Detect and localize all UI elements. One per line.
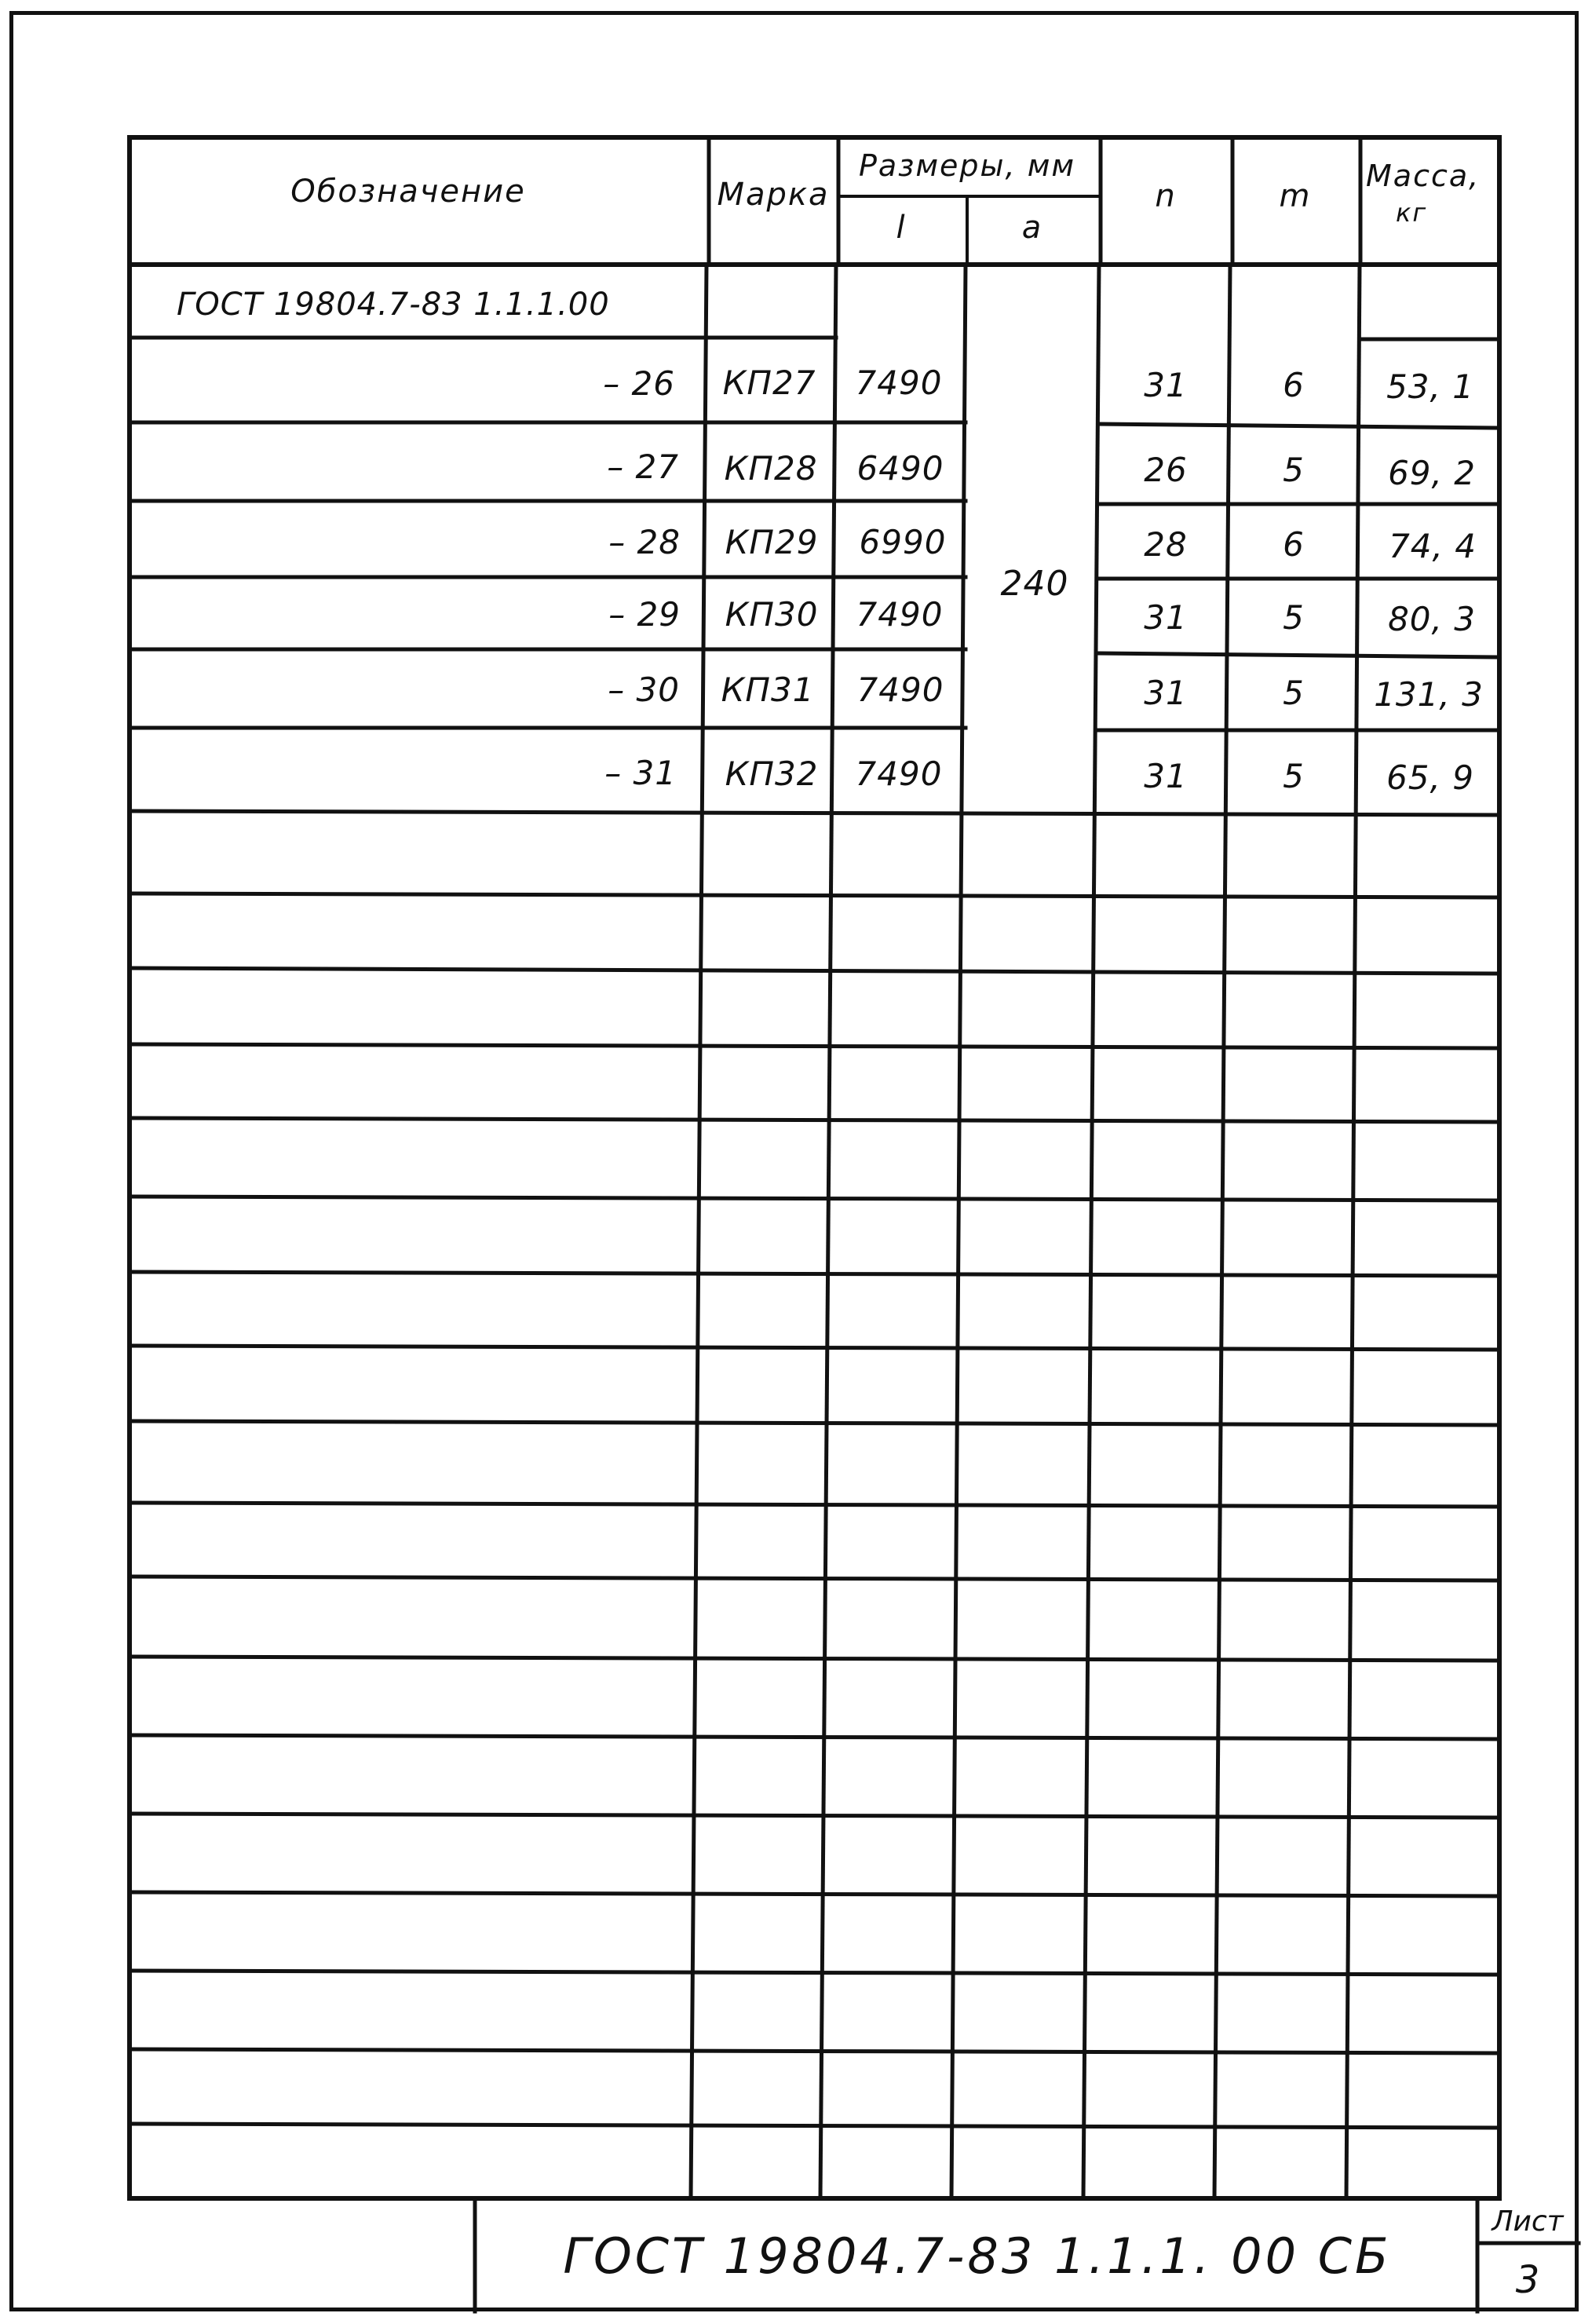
row-m: 5 — [1283, 598, 1305, 637]
header-n: n — [1155, 178, 1177, 214]
row-mark: КП31 — [721, 671, 815, 709]
row-mass: 80, 3 — [1388, 600, 1476, 638]
base-designation: ГОСТ 19804.7-83 1.1.1.00 — [177, 287, 610, 323]
header-mass-unit: кг — [1396, 198, 1428, 228]
row-designation: – 27 — [607, 448, 679, 486]
row-l: 6990 — [859, 523, 947, 561]
row-l: 7490 — [856, 595, 944, 634]
shared-a-value: 240 — [1000, 564, 1069, 604]
header-dimensions: Размеры, мм — [858, 148, 1076, 183]
row-mark: КП29 — [725, 523, 819, 561]
header-m: m — [1279, 178, 1312, 214]
row-l: 7490 — [856, 671, 944, 709]
row-n: 31 — [1144, 366, 1188, 404]
row-designation: – 29 — [608, 595, 681, 634]
row-m: 6 — [1283, 525, 1305, 564]
sheet-number: 3 — [1515, 2258, 1540, 2302]
row-l: 7490 — [855, 755, 943, 793]
row-mass: 74, 4 — [1389, 527, 1477, 565]
header-a: a — [1021, 210, 1043, 246]
sheet-label: Лист — [1492, 2205, 1564, 2238]
header-mark: Марка — [717, 177, 830, 213]
row-mass: 65, 9 — [1386, 758, 1474, 797]
document-code: ГОСТ 19804.7-83 1.1.1. 00 СБ — [563, 2227, 1392, 2285]
row-n: 31 — [1144, 757, 1188, 795]
row-m: 6 — [1283, 366, 1305, 404]
row-designation: – 26 — [603, 364, 675, 403]
row-mass: 69, 2 — [1388, 454, 1476, 492]
header-mass: Масса, — [1366, 159, 1481, 193]
row-l: 7490 — [855, 364, 943, 402]
header-l: l — [896, 210, 907, 246]
row-n: 28 — [1144, 525, 1188, 564]
row-n: 31 — [1144, 674, 1188, 712]
header-designation: Обозначение — [290, 174, 526, 210]
row-designation: – 31 — [604, 754, 677, 792]
row-m: 5 — [1283, 757, 1305, 795]
row-mark: КП27 — [722, 364, 816, 402]
row-designation: – 30 — [608, 671, 680, 709]
row-mark: КП32 — [725, 755, 819, 793]
row-mass: 131, 3 — [1374, 675, 1484, 714]
row-mass: 53, 1 — [1386, 367, 1474, 406]
row-n: 31 — [1144, 598, 1188, 637]
row-m: 5 — [1283, 674, 1305, 712]
row-mark: КП30 — [725, 595, 819, 634]
row-designation: – 28 — [608, 523, 681, 561]
row-n: 26 — [1144, 451, 1188, 489]
row-mark: КП28 — [724, 449, 818, 488]
row-l: 6490 — [856, 449, 944, 488]
row-m: 5 — [1283, 451, 1305, 489]
